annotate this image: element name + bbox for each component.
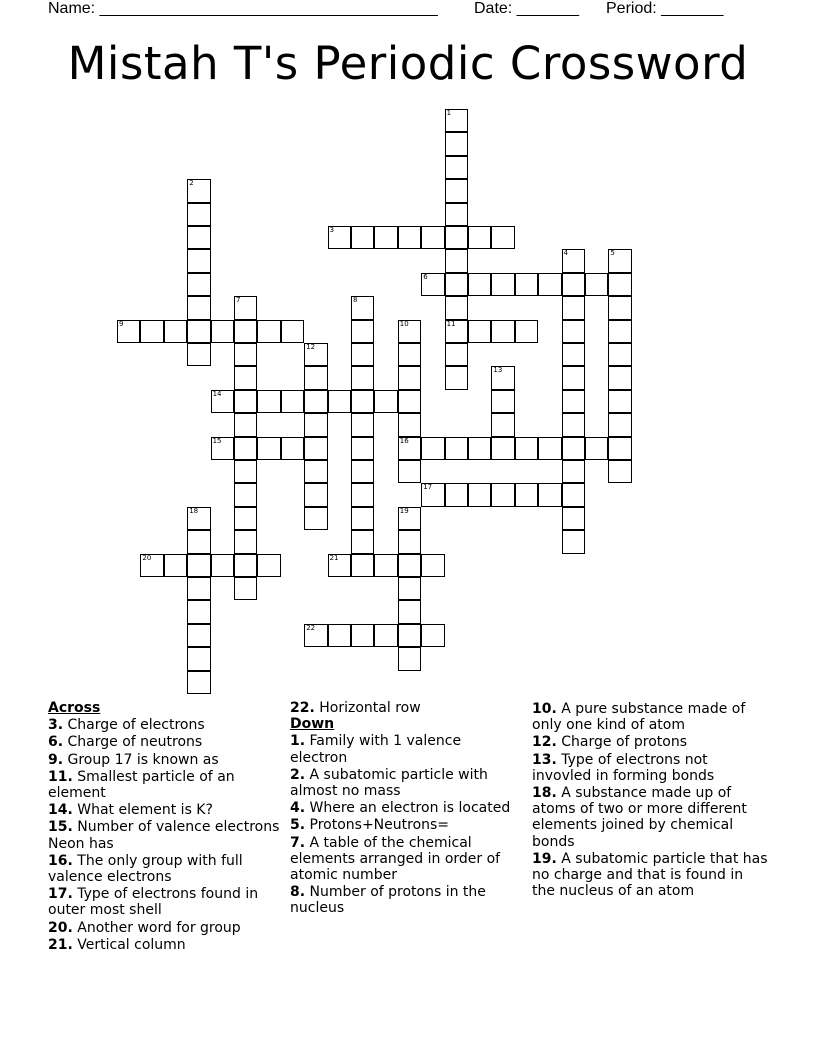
grid-cell[interactable] — [608, 320, 631, 343]
grid-cell[interactable] — [398, 577, 421, 600]
grid-cell[interactable] — [421, 226, 444, 249]
grid-cell[interactable] — [328, 390, 351, 413]
grid-cell[interactable] — [538, 437, 561, 460]
grid-cell[interactable] — [398, 460, 421, 483]
grid-cell[interactable] — [187, 226, 210, 249]
grid-cell[interactable] — [515, 483, 538, 506]
grid-cell[interactable] — [608, 273, 631, 296]
grid-cell[interactable] — [562, 483, 585, 506]
grid-cell[interactable] — [234, 296, 257, 319]
grid-cell[interactable] — [304, 413, 327, 436]
grid-cell[interactable] — [257, 390, 280, 413]
clue-number: 15 — [212, 436, 222, 445]
grid-cell[interactable] — [281, 437, 304, 460]
grid-cell[interactable] — [398, 366, 421, 389]
grid-cell[interactable] — [491, 320, 514, 343]
grid-cell[interactable] — [351, 343, 374, 366]
grid-cell[interactable] — [351, 507, 374, 530]
grid-cell[interactable] — [304, 343, 327, 366]
across-heading: Across — [48, 700, 101, 716]
grid-cell[interactable] — [445, 156, 468, 179]
grid-cell[interactable] — [468, 226, 491, 249]
across-clue — [48, 802, 280, 818]
grid-cell[interactable] — [187, 671, 210, 694]
across-clue — [48, 734, 280, 750]
clue-number: 18. — [532, 785, 557, 802]
grid-cell[interactable] — [445, 366, 468, 389]
down-heading: Down — [290, 716, 335, 733]
name-field[interactable]: Name: ______________________________________ — [48, 0, 438, 17]
grid-cell[interactable] — [187, 624, 210, 647]
across-clue — [48, 886, 280, 918]
clue-number: 5 — [610, 249, 615, 258]
clue-text: A subatomic particle with almost no mass — [290, 766, 488, 800]
clue-number: 17. — [48, 886, 73, 903]
grid-cell[interactable] — [304, 624, 327, 647]
grid-cell[interactable] — [211, 437, 234, 460]
grid-cell[interactable] — [304, 366, 327, 389]
grid-cell[interactable] — [398, 390, 421, 413]
clue-number: 19 — [399, 506, 409, 515]
clue-number: 2 — [189, 179, 194, 188]
clue-number: 21 — [329, 553, 339, 562]
clue-number: 14 — [212, 389, 222, 398]
grid-cell[interactable] — [421, 273, 444, 296]
grid-cell[interactable] — [187, 343, 210, 366]
across-clue — [48, 937, 280, 953]
grid-cell[interactable] — [562, 273, 585, 296]
across-clue — [48, 769, 280, 801]
grid-cell[interactable] — [304, 460, 327, 483]
grid-cell[interactable] — [211, 554, 234, 577]
clue-text: Horizontal row — [314, 700, 421, 716]
grid-cell[interactable] — [351, 413, 374, 436]
grid-cell[interactable] — [445, 273, 468, 296]
clue-number: 18 — [189, 506, 199, 515]
grid-cell[interactable] — [351, 320, 374, 343]
across-clue — [290, 700, 522, 716]
clue-number: 21. — [48, 936, 73, 953]
grid-cell[interactable] — [281, 390, 304, 413]
clue-number: 15. — [48, 819, 73, 836]
clue-text: A subatomic particle that has no charge and that is found in the nucleus of an atom — [532, 850, 768, 900]
clue-text: The only group with full valence electrons — [48, 852, 243, 886]
clue-number: 1 — [446, 109, 452, 117]
grid-cell[interactable] — [608, 460, 631, 483]
grid-cell[interactable] — [608, 343, 631, 366]
grid-cell[interactable] — [234, 483, 257, 506]
grid-cell[interactable] — [585, 437, 608, 460]
grid-cell[interactable] — [374, 390, 397, 413]
clue-number: 5. — [290, 817, 306, 834]
clue-number: 22 — [306, 623, 316, 632]
page-title: Mistah T's Periodic Crossword — [67, 37, 749, 90]
clue-number: 16 — [399, 436, 409, 445]
grid-cell[interactable] — [562, 320, 585, 343]
clue-number: 13. — [532, 751, 557, 768]
grid-cell[interactable] — [491, 390, 514, 413]
grid-cell[interactable] — [562, 507, 585, 530]
grid-cell[interactable] — [491, 483, 514, 506]
down-clue — [532, 851, 768, 900]
grid-cell[interactable] — [234, 554, 257, 577]
grid-cell[interactable] — [445, 109, 468, 132]
clue-number: 7. — [290, 834, 306, 851]
grid-cell[interactable] — [468, 437, 491, 460]
grid-cell[interactable] — [351, 460, 374, 483]
grid-cell[interactable] — [234, 366, 257, 389]
grid-cell[interactable] — [585, 273, 608, 296]
clue-text: Group 17 is known as — [63, 751, 219, 768]
clue-number: 17 — [423, 483, 433, 492]
clue-text: Number of valence electrons Neon has — [48, 819, 280, 852]
grid-cell[interactable] — [421, 554, 444, 577]
clue-text: Type of electrons not invovled in forming bonds — [532, 751, 715, 784]
grid-cell[interactable] — [257, 437, 280, 460]
grid-cell[interactable] — [140, 554, 163, 577]
grid-cell[interactable] — [187, 320, 210, 343]
grid-cell[interactable] — [608, 366, 631, 389]
clue-text: A substance made up of atoms of two or more different elements joined by chemical bonds — [532, 785, 747, 850]
grid-cell[interactable] — [374, 226, 397, 249]
grid-cell[interactable] — [608, 296, 631, 319]
grid-cell[interactable] — [234, 460, 257, 483]
clue-number: 4 — [563, 249, 569, 258]
down-clue — [290, 817, 522, 833]
clue-text: Charge of neutrons — [63, 734, 203, 751]
clue-number: 9 — [119, 319, 124, 328]
grid-cell[interactable] — [328, 624, 351, 647]
clue-number: 13 — [493, 366, 503, 375]
down-clue — [532, 734, 768, 750]
clue-text: Type of electrons found in outer most shell — [48, 886, 259, 919]
clue-text: What element is K? — [72, 802, 213, 819]
grid-cell[interactable] — [608, 437, 631, 460]
grid-cell[interactable] — [515, 273, 538, 296]
grid-cell[interactable] — [445, 249, 468, 272]
grid-cell[interactable] — [374, 624, 397, 647]
clue-text: Another word for group — [72, 919, 241, 936]
clue-number: 11 — [446, 319, 456, 328]
grid-cell[interactable] — [398, 320, 421, 343]
clue-number: 19. — [532, 850, 557, 867]
down-clue — [532, 785, 768, 850]
grid-cell[interactable] — [491, 437, 514, 460]
grid-cell[interactable] — [374, 554, 397, 577]
grid-cell[interactable] — [398, 413, 421, 436]
down-clue — [290, 733, 522, 765]
clue-text: Family with 1 valence electron — [290, 733, 462, 766]
grid-cell[interactable] — [562, 366, 585, 389]
grid-cell[interactable] — [562, 413, 585, 436]
grid-cell[interactable] — [421, 624, 444, 647]
grid-cell[interactable] — [445, 179, 468, 202]
down-clue — [532, 752, 768, 784]
grid-cell[interactable] — [445, 320, 468, 343]
clue-text: A table of the chemical elements arranged in order of atomic number — [290, 834, 501, 884]
clue-number: 4. — [290, 800, 306, 817]
grid-cell[interactable] — [187, 577, 210, 600]
grid-cell[interactable] — [351, 296, 374, 319]
grid-cell[interactable] — [608, 390, 631, 413]
grid-cell[interactable] — [421, 483, 444, 506]
grid-cell[interactable] — [351, 530, 374, 553]
across-clue — [48, 819, 280, 851]
grid-cell[interactable] — [187, 273, 210, 296]
clue-number: 20 — [142, 553, 152, 562]
grid-cell[interactable] — [398, 507, 421, 530]
clue-number: 6. — [48, 734, 64, 751]
clue-column-2 — [290, 700, 522, 917]
grid-cell[interactable] — [562, 343, 585, 366]
grid-cell[interactable] — [468, 273, 491, 296]
down-clue — [290, 767, 522, 799]
clue-column-3 — [532, 700, 768, 899]
grid-cell[interactable] — [328, 554, 351, 577]
grid-cell[interactable] — [562, 249, 585, 272]
grid-cell[interactable] — [445, 226, 468, 249]
grid-cell[interactable] — [234, 577, 257, 600]
grid-cell[interactable] — [234, 437, 257, 460]
grid-cell[interactable] — [187, 647, 210, 670]
grid-cell[interactable] — [351, 437, 374, 460]
grid-cell[interactable] — [398, 600, 421, 623]
grid-cell[interactable] — [468, 483, 491, 506]
grid-cell[interactable] — [351, 483, 374, 506]
grid-cell[interactable] — [538, 483, 561, 506]
grid-cell[interactable] — [515, 320, 538, 343]
across-clue — [48, 853, 280, 885]
clue-number: 14. — [48, 802, 73, 819]
grid-cell[interactable] — [187, 296, 210, 319]
grid-cell[interactable] — [140, 320, 163, 343]
clue-number: 3 — [329, 226, 335, 234]
grid-cell[interactable] — [468, 320, 491, 343]
clue-number: 1. — [290, 733, 306, 750]
clue-number: 10. — [532, 701, 557, 717]
period-field[interactable]: Period: _______ — [606, 0, 724, 17]
grid-cell[interactable] — [491, 366, 514, 389]
clue-text: Charge of electrons — [63, 717, 205, 734]
down-clue — [532, 701, 768, 733]
clue-number: 20. — [48, 919, 73, 936]
grid-cell[interactable] — [445, 483, 468, 506]
grid-cell[interactable] — [398, 437, 421, 460]
grid-cell[interactable] — [608, 413, 631, 436]
clue-number: 11. — [48, 768, 73, 785]
grid-cell[interactable] — [351, 226, 374, 249]
grid-cell[interactable] — [515, 437, 538, 460]
grid-cell[interactable] — [257, 320, 280, 343]
grid-cell[interactable] — [398, 530, 421, 553]
grid-cell[interactable] — [491, 413, 514, 436]
date-field[interactable]: Date: _______ — [474, 0, 579, 17]
grid-cell[interactable] — [562, 296, 585, 319]
grid-cell[interactable] — [398, 647, 421, 670]
clue-number: 9. — [48, 751, 64, 768]
grid-cell[interactable] — [304, 390, 327, 413]
grid-cell[interactable] — [398, 226, 421, 249]
grid-cell[interactable] — [211, 320, 234, 343]
clue-text: Smallest particle of an element — [48, 768, 235, 802]
grid-cell[interactable] — [445, 343, 468, 366]
grid-cell[interactable] — [234, 390, 257, 413]
clue-number: 12 — [306, 343, 316, 351]
clue-number: 6 — [423, 272, 428, 281]
clue-text: Where an electron is located — [305, 800, 511, 817]
clue-number: 10 — [399, 319, 409, 328]
grid-cell[interactable] — [281, 320, 304, 343]
across-clue — [48, 717, 280, 733]
grid-cell[interactable] — [538, 273, 561, 296]
grid-cell[interactable] — [234, 413, 257, 436]
grid-cell[interactable] — [234, 320, 257, 343]
grid-cell[interactable] — [398, 624, 421, 647]
grid-cell[interactable] — [351, 366, 374, 389]
grid-cell[interactable] — [187, 179, 210, 202]
grid-cell[interactable] — [421, 437, 444, 460]
down-clue — [290, 884, 522, 916]
grid-cell[interactable] — [491, 273, 514, 296]
grid-cell[interactable] — [398, 343, 421, 366]
grid-cell[interactable] — [445, 203, 468, 226]
down-clue — [290, 835, 522, 884]
clue-text: Protons+Neutrons= — [305, 817, 450, 834]
grid-cell[interactable] — [257, 554, 280, 577]
grid-cell[interactable] — [164, 554, 187, 577]
grid-cell[interactable] — [304, 483, 327, 506]
grid-cell[interactable] — [445, 132, 468, 155]
clue-text: A pure substance made of only one kind of atom — [532, 701, 746, 734]
grid-cell[interactable] — [398, 554, 421, 577]
clue-number: 2. — [290, 766, 306, 783]
grid-cell[interactable] — [234, 343, 257, 366]
grid-cell[interactable] — [351, 390, 374, 413]
clue-text: Vertical column — [72, 936, 186, 953]
grid-cell[interactable] — [211, 390, 234, 413]
grid-cell[interactable] — [562, 530, 585, 553]
clue-number: 3. — [48, 717, 64, 734]
grid-cell[interactable] — [234, 530, 257, 553]
grid-cell[interactable] — [608, 249, 631, 272]
grid-cell[interactable] — [187, 507, 210, 530]
grid-cell[interactable] — [491, 226, 514, 249]
clue-number: 12. — [532, 734, 557, 751]
grid-cell[interactable] — [304, 437, 327, 460]
grid-cell[interactable] — [351, 554, 374, 577]
grid-cell[interactable] — [187, 249, 210, 272]
clue-number: 8. — [290, 884, 306, 901]
grid-cell[interactable] — [351, 624, 374, 647]
grid-cell[interactable] — [328, 226, 351, 249]
clue-number: 16. — [48, 852, 73, 869]
grid-cell[interactable] — [562, 390, 585, 413]
grid-cell[interactable] — [164, 320, 187, 343]
across-clue — [48, 920, 280, 936]
grid-cell[interactable] — [445, 437, 468, 460]
grid-cell[interactable] — [187, 600, 210, 623]
grid-cell[interactable] — [234, 507, 257, 530]
grid-cell[interactable] — [187, 554, 210, 577]
clue-number: 8 — [353, 296, 358, 305]
grid-cell[interactable] — [562, 460, 585, 483]
down-clue — [290, 800, 522, 816]
across-clue — [48, 752, 280, 768]
clue-text: Charge of protons — [556, 734, 688, 751]
grid-cell[interactable] — [187, 203, 210, 226]
grid-cell[interactable] — [445, 296, 468, 319]
clue-column-1 — [48, 700, 280, 953]
grid-cell[interactable] — [117, 320, 140, 343]
grid-cell[interactable] — [304, 507, 327, 530]
grid-cell[interactable] — [562, 437, 585, 460]
clue-text: Number of protons in the nucleus — [290, 884, 486, 917]
clue-number: 7 — [236, 296, 241, 305]
grid-cell[interactable] — [187, 530, 210, 553]
clue-number: 22. — [290, 700, 315, 716]
